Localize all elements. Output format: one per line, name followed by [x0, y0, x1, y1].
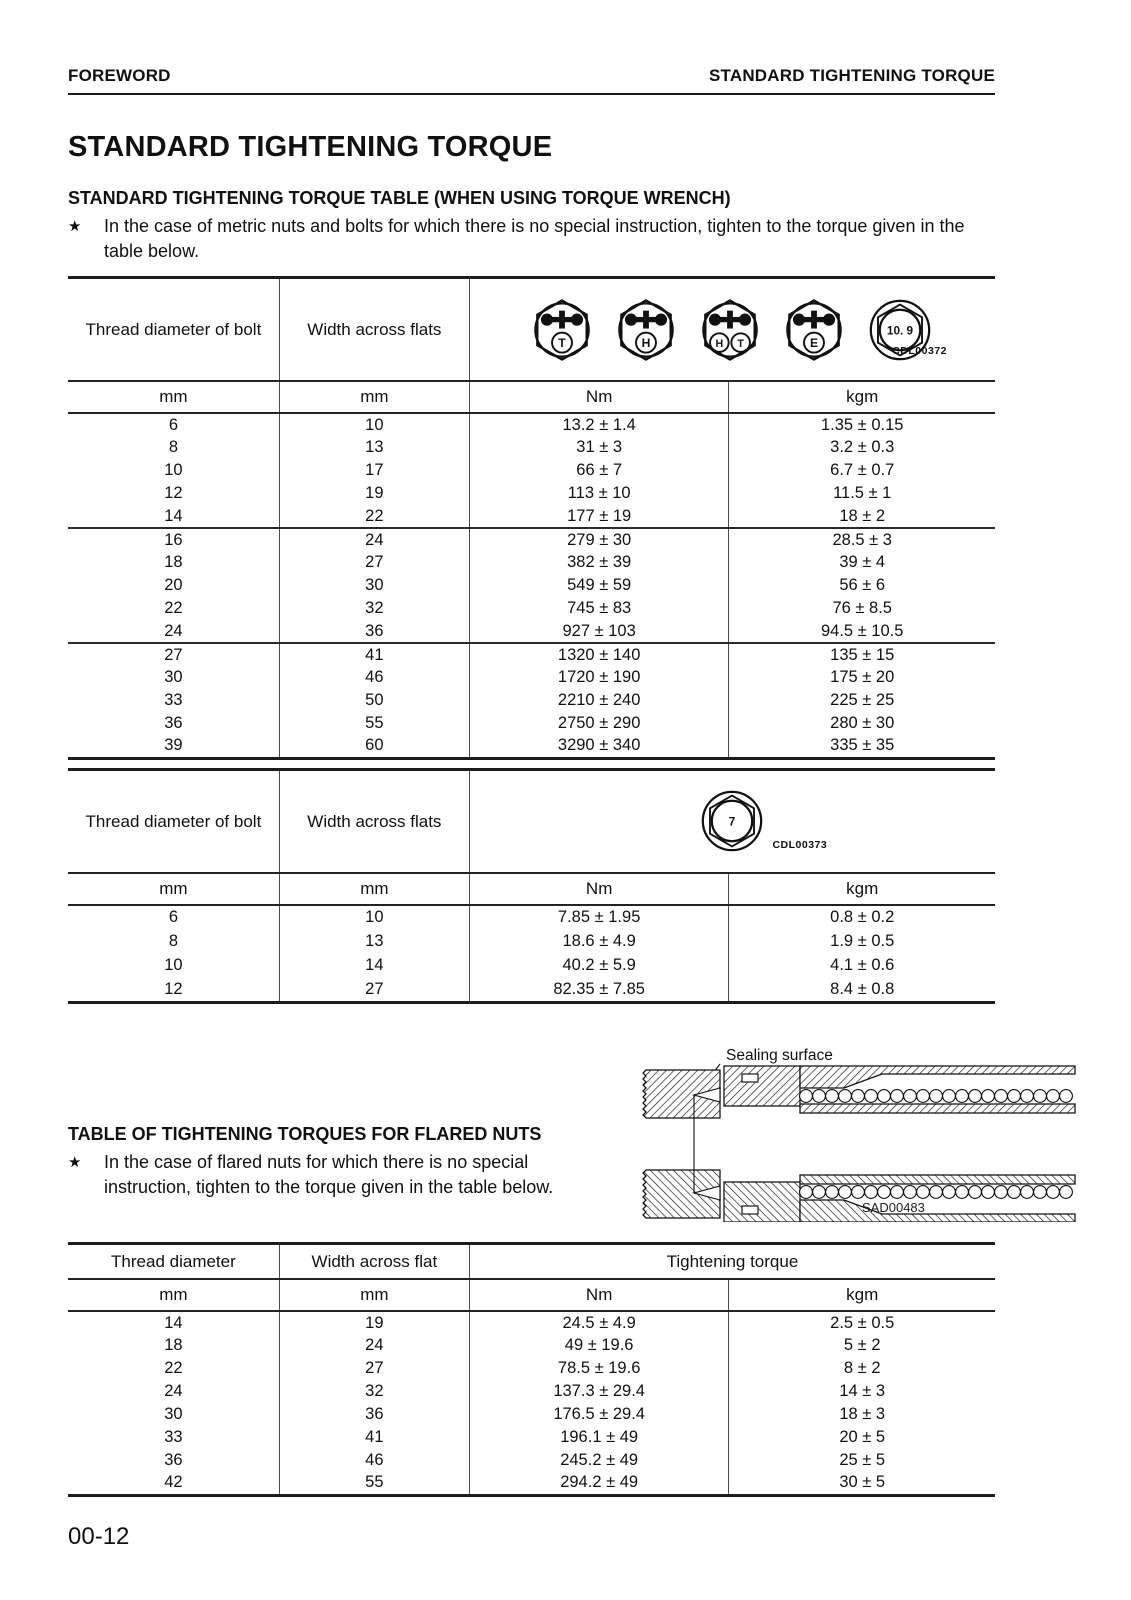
- col-header-width-across-flat: Width across flat: [279, 1244, 469, 1280]
- table1-group-2: [68, 528, 995, 643]
- unit-cell: mm: [68, 1279, 279, 1311]
- table-cell: 36: [164, 714, 183, 732]
- table-row: [68, 1357, 995, 1380]
- table-row: [68, 1426, 995, 1449]
- flared-nut-cross-section: [630, 1044, 1090, 1222]
- bolt-head-ht-icon: [700, 298, 760, 362]
- col-header-thread-diameter: Thread diameter: [111, 1252, 236, 1271]
- table-cell: 18: [164, 553, 183, 571]
- table-cell: 32: [279, 1380, 469, 1403]
- running-header-right: STANDARD TIGHTENING TORQUE: [708, 66, 995, 85]
- units-row: [68, 381, 995, 413]
- table-cell: 6: [168, 907, 179, 926]
- table-header-row: [68, 278, 995, 382]
- table-row: [68, 643, 995, 666]
- table-cell: 175 ± 20: [729, 666, 995, 689]
- table-cell: 18.6 ± 4.9: [469, 929, 729, 954]
- table-cell: 32: [279, 597, 469, 620]
- bolt-grade-icons-cell: [469, 278, 995, 382]
- col-header-thread-diameter: Thread diameter of bolt: [85, 320, 262, 339]
- table-cell: 11.5 ± 1: [729, 482, 995, 505]
- table-cell: 12: [164, 980, 183, 998]
- table-row: [68, 978, 995, 1003]
- table-cell: 280 ± 30: [729, 712, 995, 735]
- table-row: [68, 735, 995, 758]
- unit-cell: kgm: [729, 873, 995, 905]
- figure-code: CDL00372: [892, 345, 947, 357]
- table-cell: 8.4 ± 0.8: [729, 978, 995, 1003]
- torque-table-flared-nuts: [68, 1242, 995, 1497]
- unit-cell: mm: [68, 873, 279, 905]
- section-flared-note-text: In the case of flared nuts for which there is no special instruction, tighten to the torque given in the table below.: [104, 1152, 554, 1197]
- table-cell: 19: [279, 482, 469, 505]
- table-cell: 14: [164, 506, 183, 525]
- star-bullet-icon: ★: [68, 218, 82, 235]
- table-cell: 0.8 ± 0.2: [729, 905, 995, 930]
- table-row: [68, 712, 995, 735]
- table-cell: 18 ± 3: [729, 1403, 995, 1426]
- table-cell: 24: [279, 528, 469, 551]
- table-cell: 113 ± 10: [469, 482, 729, 505]
- units-row: [68, 1279, 995, 1311]
- table-cell: 8: [168, 438, 179, 456]
- table-cell: 27: [279, 551, 469, 574]
- col-header-tightening-torque: Tightening torque: [469, 1244, 995, 1280]
- table-cell: 24: [279, 1334, 469, 1357]
- unit-cell: mm: [279, 381, 469, 413]
- unit-cell: Nm: [469, 1279, 729, 1311]
- table-cell: 14 ± 3: [729, 1380, 995, 1403]
- table-cell: 55: [279, 712, 469, 735]
- table-cell: 8: [168, 931, 179, 950]
- table-cell: 1.35 ± 0.15: [729, 413, 995, 436]
- table-cell: 176.5 ± 29.4: [469, 1403, 729, 1426]
- table-cell: 30: [279, 574, 469, 597]
- table-cell: 2210 ± 240: [469, 689, 729, 712]
- table-header-row: [68, 1244, 995, 1280]
- table-cell: 60: [279, 735, 469, 758]
- table-cell: 12: [164, 484, 183, 502]
- table3-body: [68, 1311, 995, 1495]
- table-cell: 46: [279, 1449, 469, 1472]
- table-cell: 27: [279, 1357, 469, 1380]
- table-cell: 3290 ± 340: [469, 735, 729, 758]
- star-bullet-icon: ★: [68, 1154, 82, 1171]
- table1-group-3: [68, 643, 995, 758]
- table-cell: 1.9 ± 0.5: [729, 929, 995, 954]
- bolt-head-e-icon: [784, 298, 844, 362]
- table-cell: 25 ± 5: [729, 1449, 995, 1472]
- table-cell: 1720 ± 190: [469, 666, 729, 689]
- table-cell: 20: [164, 576, 183, 594]
- table-cell: 135 ± 15: [729, 643, 995, 666]
- table-cell: 30: [164, 1405, 183, 1423]
- table-row: [68, 597, 995, 620]
- table-cell: 82.35 ± 7.85: [469, 978, 729, 1003]
- table-cell: 41: [279, 1426, 469, 1449]
- table-cell: 3.2 ± 0.3: [729, 436, 995, 459]
- table-cell: 22: [279, 505, 469, 528]
- table-cell: 245.2 ± 49: [469, 1449, 729, 1472]
- table-cell: 41: [279, 643, 469, 666]
- table-cell: 7.85 ± 1.95: [469, 905, 729, 930]
- bolt-letter: T: [737, 337, 745, 350]
- table-cell: 78.5 ± 19.6: [469, 1357, 729, 1380]
- table-row: [68, 954, 995, 979]
- table-cell: 294.2 ± 49: [469, 1472, 729, 1495]
- hose-braid: [800, 1090, 1073, 1103]
- section-wrench-heading: STANDARD TIGHTENING TORQUE TABLE (WHEN USING TORQUE WRENCH): [68, 188, 731, 208]
- table-cell: 30: [164, 668, 183, 686]
- table-cell: 382 ± 39: [469, 551, 729, 574]
- page-title: STANDARD TIGHTENING TORQUE: [68, 131, 553, 163]
- table-row: [68, 1380, 995, 1403]
- table-cell: 4.1 ± 0.6: [729, 954, 995, 979]
- table-cell: 8 ± 2: [729, 1357, 995, 1380]
- table-row: [68, 528, 995, 551]
- table-cell: 66 ± 7: [469, 459, 729, 482]
- table-cell: 14: [164, 1313, 183, 1332]
- table-cell: 36: [279, 1403, 469, 1426]
- table-row: [68, 1472, 995, 1495]
- header-rule: [68, 93, 995, 95]
- table-row: [68, 505, 995, 528]
- bolt-letter: H: [715, 337, 724, 350]
- unit-cell: mm: [279, 1279, 469, 1311]
- table-row: [68, 436, 995, 459]
- section-wrench-note: [68, 214, 995, 264]
- table-row: [68, 1449, 995, 1472]
- table-cell: 56 ± 6: [729, 574, 995, 597]
- table-cell: 5 ± 2: [729, 1334, 995, 1357]
- unit-cell: mm: [279, 873, 469, 905]
- table-cell: 42: [164, 1473, 183, 1492]
- table-cell: 55: [279, 1472, 469, 1495]
- table-row: [68, 620, 995, 643]
- table-cell: 18: [164, 1336, 183, 1354]
- table-cell: 335 ± 35: [729, 735, 995, 758]
- table-row: [68, 413, 995, 436]
- table-cell: 13: [279, 436, 469, 459]
- table-cell: 927 ± 103: [469, 620, 729, 643]
- table-cell: 16: [68, 528, 279, 551]
- table-cell: 24: [164, 621, 183, 640]
- table-row: [68, 689, 995, 712]
- bolt-letter: E: [810, 335, 819, 350]
- table-cell: 33: [164, 1428, 183, 1446]
- table-cell: 27: [279, 978, 469, 1003]
- table-row: [68, 1403, 995, 1426]
- section-wrench-note-text: In the case of metric nuts and bolts for which there is no special instruction, tighten to the torque given in the table below.: [104, 216, 965, 261]
- table-cell: 40.2 ± 5.9: [469, 954, 729, 979]
- bolt-grade-icon-cell: [469, 769, 995, 873]
- table-cell: 36: [164, 1451, 183, 1469]
- figure-code: SAD00483: [862, 1200, 925, 1215]
- table-cell: 49 ± 19.6: [469, 1334, 729, 1357]
- table-row: [68, 459, 995, 482]
- table-cell: 27: [68, 643, 279, 666]
- table-row: [68, 666, 995, 689]
- table-cell: 10: [279, 413, 469, 436]
- table-cell: 13: [279, 929, 469, 954]
- col-header-width-across-flats: Width across flats: [279, 278, 469, 382]
- fitting-bottom-half: [643, 1170, 1075, 1222]
- table-cell: 10: [164, 956, 183, 975]
- col-header-thread-diameter: Thread diameter of bolt: [85, 811, 262, 831]
- table-cell: 20 ± 5: [729, 1426, 995, 1449]
- table-cell: 177 ± 19: [469, 505, 729, 528]
- table-row: [68, 551, 995, 574]
- table-cell: 10: [164, 461, 183, 479]
- table-row: [68, 1334, 995, 1357]
- unit-cell: kgm: [729, 381, 995, 413]
- unit-cell: kgm: [729, 1279, 995, 1311]
- unit-cell: Nm: [469, 381, 729, 413]
- table-cell: 2.5 ± 0.5: [729, 1311, 995, 1334]
- bolt-grade-icons: [470, 789, 995, 853]
- table-cell: 22: [164, 599, 183, 617]
- unit-cell: mm: [68, 381, 279, 413]
- table-cell: 30 ± 5: [729, 1472, 995, 1495]
- table-cell: 225 ± 25: [729, 689, 995, 712]
- table-cell: 24.5 ± 4.9: [469, 1311, 729, 1334]
- page-number: 00-12: [68, 1522, 130, 1550]
- table-cell: 19: [279, 1311, 469, 1334]
- table-cell: 1320 ± 140: [469, 643, 729, 666]
- figure-code: CDL00373: [772, 838, 828, 851]
- running-header-left: FOREWORD: [68, 66, 171, 85]
- section-flared-note: [68, 1150, 578, 1200]
- table-cell: 13.2 ± 1.4: [469, 413, 729, 436]
- table-row: [68, 1311, 995, 1334]
- torque-table-wrench: [68, 276, 995, 760]
- section-flared-heading: TABLE OF TIGHTENING TORQUES FOR FLARED NUTS: [68, 1124, 542, 1144]
- table-cell: 18 ± 2: [729, 505, 995, 528]
- table-cell: 2750 ± 290: [469, 712, 729, 735]
- table-cell: 76 ± 8.5: [729, 597, 995, 620]
- table-row: [68, 929, 995, 954]
- table-cell: 22: [164, 1359, 183, 1377]
- table2-body: [68, 905, 995, 1003]
- flared-nut-diagram: [630, 1044, 1090, 1227]
- table-cell: 279 ± 30: [469, 528, 729, 551]
- table-cell: 745 ± 83: [469, 597, 729, 620]
- table-cell: 31 ± 3: [469, 436, 729, 459]
- table-cell: 10: [279, 905, 469, 930]
- table-cell: 24: [164, 1382, 183, 1400]
- bolt-letter: 7: [729, 815, 736, 829]
- sealing-surface-label: Sealing surface: [726, 1047, 833, 1064]
- unit-cell: Nm: [469, 873, 729, 905]
- table-cell: 28.5 ± 3: [729, 528, 995, 551]
- bolt-letter: T: [558, 335, 567, 350]
- table-cell: 549 ± 59: [469, 574, 729, 597]
- fitting-top-half: [643, 1066, 1075, 1118]
- flange-bolt-7-icon: [700, 789, 764, 853]
- flared-nuts-section: [68, 1044, 995, 1236]
- table-row: [68, 574, 995, 597]
- table-cell: 50: [279, 689, 469, 712]
- table-cell: 39: [164, 736, 183, 755]
- bolt-head-h-icon: [616, 298, 676, 362]
- bolt-letter: 10. 9: [887, 324, 914, 338]
- table1-group-1: [68, 413, 995, 528]
- table-cell: 14: [279, 954, 469, 979]
- table-header-row: [68, 769, 995, 873]
- table-cell: 39 ± 4: [729, 551, 995, 574]
- table-cell: 33: [164, 691, 183, 709]
- running-header: [68, 0, 995, 86]
- units-row: [68, 873, 995, 905]
- table-cell: 6: [168, 415, 179, 434]
- torque-table-grade7: [68, 768, 995, 1005]
- table-cell: 94.5 ± 10.5: [729, 620, 995, 643]
- bolt-letter: H: [642, 335, 651, 350]
- table-cell: 17: [279, 459, 469, 482]
- table-row: [68, 905, 995, 930]
- table-row: [68, 482, 995, 505]
- col-header-width-across-flats: Width across flats: [279, 769, 469, 873]
- bolt-head-t-icon: [532, 298, 592, 362]
- table-cell: 46: [279, 666, 469, 689]
- table-cell: 137.3 ± 29.4: [469, 1380, 729, 1403]
- table-cell: 6.7 ± 0.7: [729, 459, 995, 482]
- table-cell: 196.1 ± 49: [469, 1426, 729, 1449]
- table-cell: 36: [279, 620, 469, 643]
